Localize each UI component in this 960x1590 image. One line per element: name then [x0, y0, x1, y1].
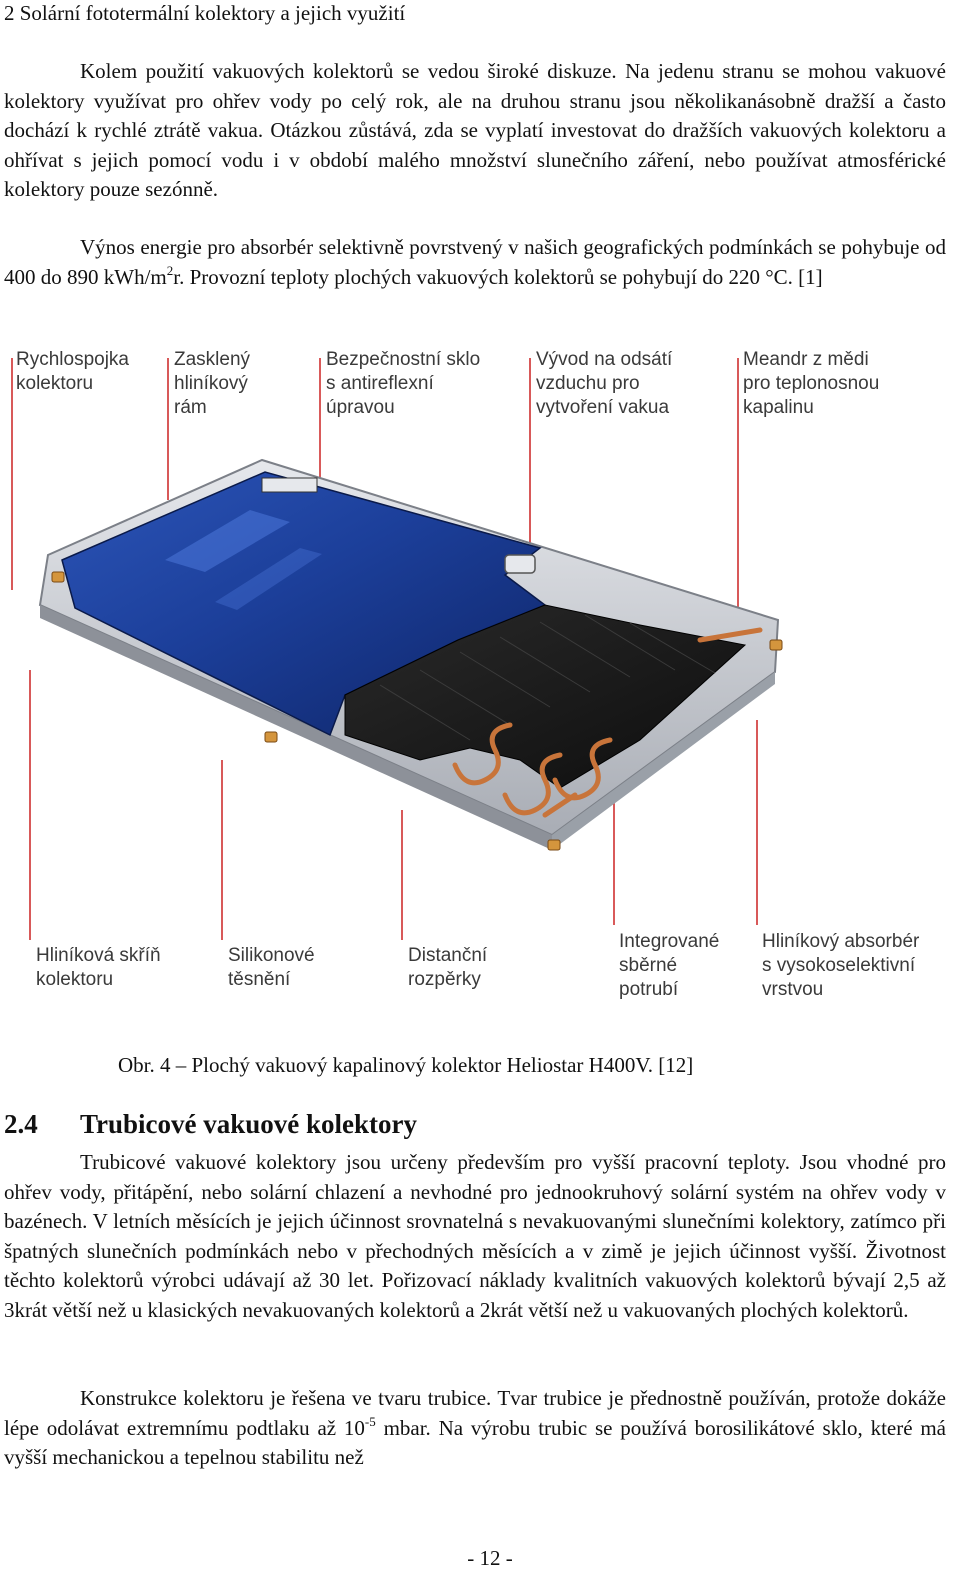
paragraph-text: mbar. Na výrobu trubic se používá borosilikátové sklo, které má vyšší mechanickou a tepelnou stabilitu než	[4, 1415, 947, 1469]
superscript: 2	[166, 262, 174, 278]
vacuum-outlet	[505, 555, 535, 573]
superscript: -5	[364, 1413, 376, 1429]
quick-connector	[262, 478, 317, 492]
paragraph	[4, 233, 946, 292]
running-header: 2 Solární fototermální kolektory a jejich využití	[4, 1, 406, 25]
callout-silicone-seal: Silikonové těsnění	[228, 945, 315, 990]
callout-aluminium-box: Hliníková skříň kolektoru	[36, 945, 161, 990]
section-heading	[4, 1107, 417, 1141]
callout-quick-connector: Rychlospojka kolektoru	[16, 349, 129, 394]
callout-copper-meander: Meandr z mědi pro teplonosnou kapalinu	[743, 349, 880, 418]
callout-manifold: Integrované sběrné potrubí	[619, 931, 720, 1000]
callout-safety-glass: Bezpečnostní sklo s antireflexní úpravou	[326, 349, 481, 418]
paragraph	[4, 1384, 946, 1473]
collector-illustration	[0, 340, 960, 1030]
paragraph-text: Konstrukce kolektoru je řešena ve tvaru trubice. Tvar trubice je přednostně používán, protože dokáže lépe odolávat extremnímu podtlaku až 10	[4, 1386, 946, 1440]
paragraph-text: Výnos energie pro absorbér selektivně povrstvený v našich geografických podmínkách se pohybuje od 400 do 890 kWh/m	[4, 235, 946, 289]
callout-vacuum-outlet: Vývod na odsátí vzduchu pro vytvoření vakua	[536, 349, 673, 418]
figure-caption: Obr. 4 – Plochý vakuový kapalinový kolektor Heliostar H400V. [12]	[118, 1053, 694, 1077]
section-title: Trubicové vakuové kolektory	[80, 1109, 417, 1139]
paragraph: Trubicové vakuové kolektory jsou určeny především pro vyšší pracovní teploty. Jsou vhodné pro ohřev vody, přitápění, nebo solární chlazení a nevhodné pro jednookruhový solární systém na ohřev vody v bazénech. V letních měsících je jejich účinnost srovnatelná s nevakuovanými slunečními kolektory, zatímco při špatných slunečních podmínkách nebo v přechodných měsících a v zimě je jejich účinnost vyšší. Životnost těchto kolektorů výrobci udávají až 30 let. Pořizovací náklady kvalitních vakuových kolektorů bývají 2,5 až 3krát větší než u klasických nevakuovaných kolektorů a 2krát větší než u vakuovaných plochých kolektorů.	[4, 1150, 946, 1322]
section-number: 2.4	[4, 1109, 38, 1139]
callout-absorber: Hliníkový absorbér s vysokoselektivní vrstvou	[762, 931, 920, 1000]
callout-glazed-frame: Zasklený hliníkový rám	[174, 349, 251, 418]
page-number: - 12 -	[467, 1546, 513, 1570]
collector-figure	[0, 340, 960, 1030]
paragraph: Kolem použití vakuových kolektorů se vedou široké diskuze. Na jedenu stranu se mohou vakuové kolektory využívat pro ohřev vody po celý rok, ale na druhou stranu jsou několikanásobně dražší a často dochází k rychlé ztrátě vakua. Otázkou zůstává, zda se vyplatí investovat do dražších vakuových kolektoru a ohřívat s jejich pomocí vodu i v období malého množství slunečního záření, nebo používat atmosférické kolektory pouze sezónně.	[4, 59, 946, 201]
callout-spacers: Distanční rozpěrky	[408, 945, 488, 990]
paragraph-text: r. Provozní teploty plochých vakuových kolektorů se pohybují do 220 °C. [1]	[173, 264, 823, 289]
